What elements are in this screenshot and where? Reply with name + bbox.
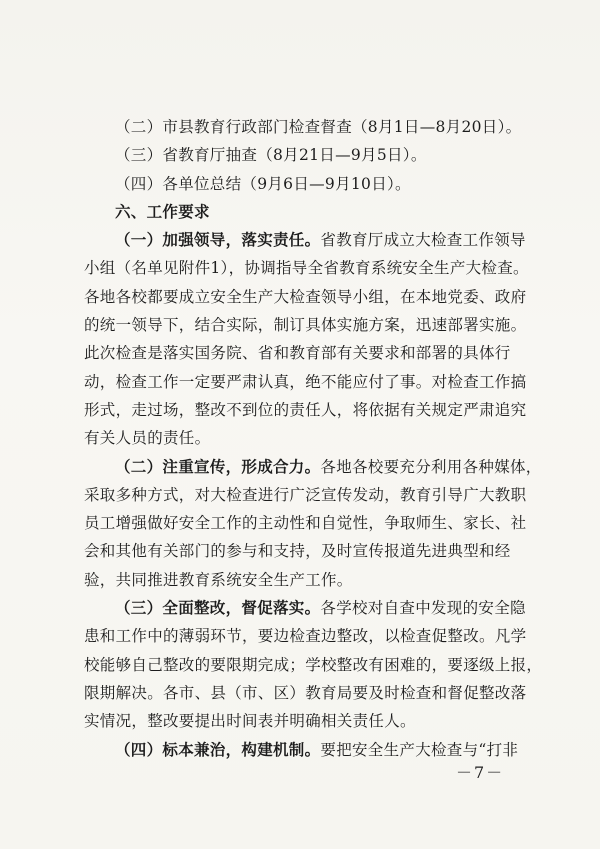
paragraph-1-line: 此次检查是落实国务院、省和教育部有关要求和部署的具体行 <box>84 344 511 363</box>
schedule-item-2: （二）市县教育行政部门检查督查（8月1日—8月20日）。 <box>115 118 522 136</box>
paragraph-2-heading: （二）注重宣传，形成合力。 <box>115 456 321 476</box>
section-heading: 六、工作要求 <box>115 201 210 221</box>
paragraph-2-line: 员工增强做好安全工作的主动性和自觉性，争取师生、家长、社 <box>84 514 527 533</box>
paragraph-1-text: 省教育厅成立大检查工作领导 <box>320 231 526 250</box>
paragraph-3-line: 实情况，整改要提出时间表并明确相关责任人。 <box>84 712 416 731</box>
page-number: －7－ <box>456 763 505 782</box>
paragraph-1-line: 的统一领导下，结合实际，制订具体实施方案，迅速部署实施。 <box>84 316 527 335</box>
paragraph-1-line-1 <box>84 226 524 254</box>
schedule-item-4: （四）各单位总结（9月6日—9月10日）。 <box>115 174 411 193</box>
paragraph-3-line-1 <box>84 594 524 622</box>
paragraph-3-line: 限期解决。各市、县（市、区）教育局要及时检查和督促整改落 <box>84 683 527 702</box>
paragraph-2-line: 验，共同推进教育系统安全生产工作。 <box>84 570 353 589</box>
paragraph-3-text: 各学校对自查中发现的安全隐 <box>320 599 526 618</box>
paragraph-2-text: 各地各校要充分利用各种媒体， <box>320 457 542 476</box>
document-body <box>84 113 543 764</box>
schedule-item-3: （三）省教育厅抽查（8月21日—9月5日）。 <box>115 146 427 165</box>
paragraph-1-line: 小组（名单见附件1），协调指导全省教育系统安全生产大检查。 <box>84 259 529 278</box>
paragraph-3-line: 校能够自己整改的要限期完成；学校整改有困难的，要逐级上报， <box>84 655 543 674</box>
paragraph-1-line: 有关人员的责任。 <box>84 429 211 448</box>
paragraph-2-line: 会和其他有关部门的参与和支持，及时宣传报道先进典型和经 <box>84 542 511 561</box>
paragraph-3-heading: （三）全面整改，督促落实。 <box>115 598 321 618</box>
paragraph-4-heading: （四）标本兼治，构建机制。 <box>115 739 321 759</box>
paragraph-1-line: 形式，走过场，整改不到位的责任人，将依据有关规定严肃追究 <box>84 400 527 419</box>
paragraph-2-line-1 <box>84 453 542 481</box>
paragraph-1-line: 各地各校都要成立安全生产大检查领导小组，在本地党委、政府 <box>84 287 527 306</box>
paragraph-3-line: 患和工作中的薄弱环节，要边检查边整改，以检查促整改。凡学 <box>84 627 527 646</box>
paragraph-4-text: 要把安全生产大检查与“打非 <box>320 740 519 759</box>
paragraph-1-line: 动，检查工作一定要严肃认真，绝不能应付了事。对检查工作搞 <box>84 372 527 391</box>
paragraph-2-line: 采取多种方式，对大检查进行广泛宣传发动，教育引导广大教职 <box>84 485 527 504</box>
paragraph-1-heading: （一）加强领导，落实责任。 <box>115 230 321 250</box>
